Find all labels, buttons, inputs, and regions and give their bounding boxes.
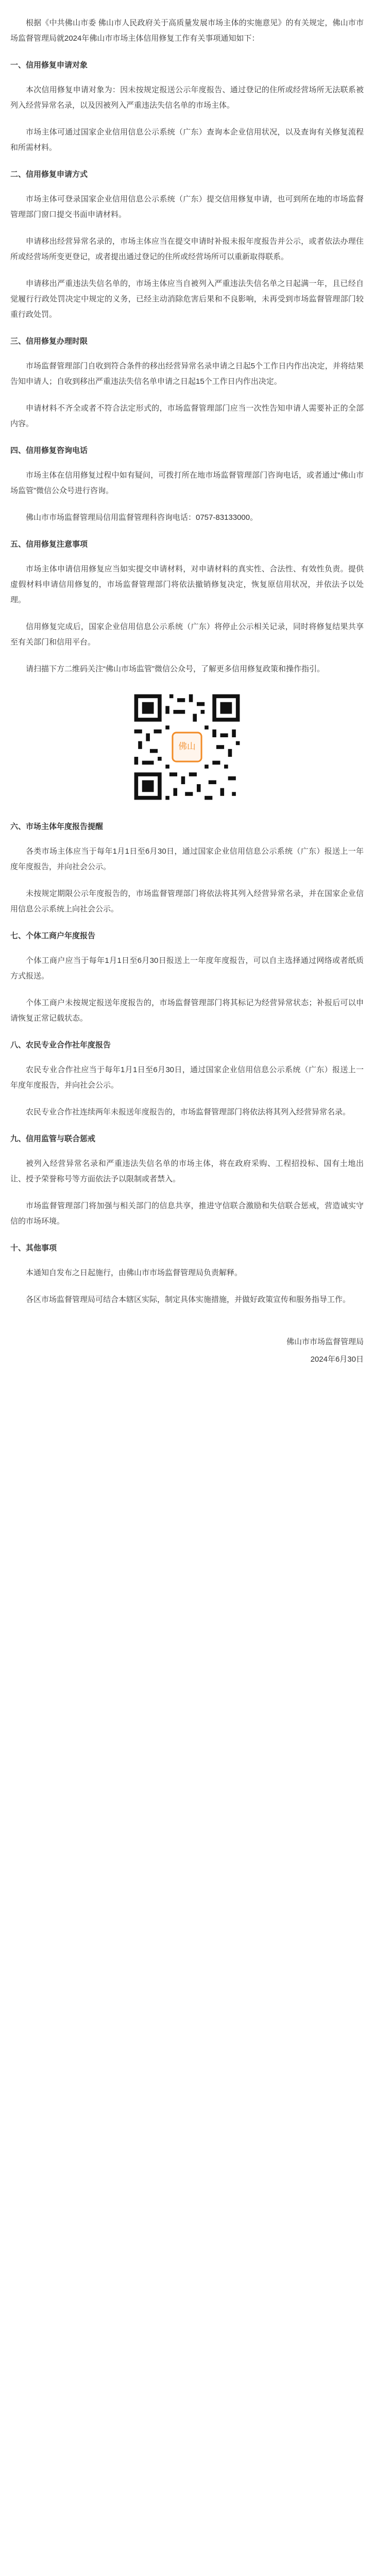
section-4-paragraph-2: 佛山市市场监督管理局信用监督管理科咨询电话：0757-83133000。 [26,513,258,522]
date: 2024年6月30日 [310,1355,364,1364]
signature-spacer [10,1319,364,1334]
section-1-paragraph-2: 市场主体可通过国家企业信用信息公示系统（广东）查询本企业信用状况，以及查询有关修复流程和所需材料。 [10,128,364,152]
section-5-paragraph-3: 请扫描下方二维码关注“佛山市场监管”微信公众号，了解更多信用修复政策和操作指引。 [26,665,325,673]
section-7-title: 七、个体工商户年度报告 [10,931,96,940]
section-1-title: 一、信用修复申请对象 [10,61,88,70]
qr-logo-text: 佛山 [178,741,196,751]
section-4-paragraph-1: 市场主体在信用修复过程中如有疑问，可拨打所在地市场监督管理部门咨询电话，或者通过“佛山市场监管”微信公众号进行咨询。 [10,471,364,495]
section-6-paragraph-1: 各类市场主体应当于每年1月1日至6月30日，通过国家企业信用信息公示系统（广东）报送上一年度年度报告，并向社会公示。 [10,847,364,871]
section-2-paragraph-2: 申请移出经营异常名录的，市场主体应当在提交申请时补报未报年度报告并公示，或者依法办理住所或经营场所变更登记，或者提出通过登记的住所或经营场所可以重新取得联系。 [10,237,364,261]
section-7-paragraph-1: 个体工商户应当于每年1月1日至6月30日报送上一年度年度报告，可以自主选择通过网络或者纸质方式报送。 [10,956,364,980]
section-9-paragraph-1: 被列入经营异常名录和严重违法失信名单的市场主体，将在政府采购、工程招投标、国有土地出让、授予荣誉称号等方面依法予以限制或者禁入。 [10,1159,364,1183]
section-1-paragraph-1: 本次信用修复申请对象为：因未按规定报送公示年度报告、通过登记的住所或经营场所无法联系被列入经营异常名录，以及因被列入严重违法失信名单的市场主体。 [10,86,364,110]
section-5-paragraph-2: 信用修复完成后，国家企业信用信息公示系统（广东）将停止公示相关记录，同时将修复结果共享至有关部门和信用平台。 [10,622,364,647]
section-7-paragraph-2: 个体工商户未按规定报送年度报告的，市场监督管理部门将其标记为经营异常状态；补报后可以申请恢复正常记载状态。 [10,998,364,1023]
section-9-title: 九、信用监管与联合惩戒 [10,1134,96,1143]
intro-paragraph: 根据《中共佛山市委 佛山市人民政府关于高质量发展市场主体的实施意见》的有关规定，佛山市市场监督管理局就2024年佛山市市场主体信用修复工作有关事项通知如下： [10,19,364,43]
section-6-paragraph-2: 未按规定期限公示年度报告的，市场监督管理部门将依法将其列入经营异常名录，并在国家企业信用信息公示系统上向社会公示。 [10,889,364,913]
section-2-paragraph-3: 申请移出严重违法失信名单的，市场主体应当自被列入严重违法失信名单之日起满一年，且已经自觉履行行政处罚决定中规定的义务，已经主动消除危害后果和不良影响，未再受到市场监督管理部门较重行政处罚。 [10,279,364,319]
section-9-paragraph-2: 市场监督管理部门将加强与相关部门的信息共享，推进守信联合激励和失信联合惩戒，营造诚实守信的市场环境。 [10,1201,364,1226]
section-3-paragraph-1: 市场监督管理部门自收到符合条件的移出经营异常名录申请之日起5个工作日内作出决定，并将结果告知申请人；自收到移出严重违法失信名单申请之日起15个工作日内作出决定。 [10,362,364,386]
section-4-title: 四、信用修复咨询电话 [10,446,88,455]
section-8-paragraph-2: 农民专业合作社连续两年未报送年度报告的，市场监督管理部门将依法将其列入经营异常名录。 [26,1108,351,1116]
qr-code-image[interactable] [130,690,244,804]
section-5-paragraph-1: 市场主体申请信用修复应当如实提交申请材料，对申请材料的真实性、合法性、有效性负责。提供虚假材料申请信用修复的，市场监督管理部门将依法撤销修复决定，恢复原信用状况，并依法予以处理。 [10,565,364,604]
section-2-title: 二、信用修复申请方式 [10,170,88,179]
qr-code-container [10,690,364,804]
section-3-paragraph-2: 申请材料不齐全或者不符合法定形式的，市场监督管理部门应当一次性告知申请人需要补正的全部内容。 [10,404,364,428]
section-6-title: 六、市场主体年度报告提醒 [10,822,104,831]
section-3-title: 三、信用修复办理时限 [10,337,88,346]
section-8-paragraph-1: 农民专业合作社应当于每年1月1日至6月30日，通过国家企业信用信息公示系统（广东）报送上一年度年度报告，并向社会公示。 [10,1065,364,1090]
section-10-paragraph-1: 本通知自发布之日起施行，由佛山市市场监督管理局负责解释。 [26,1268,243,1277]
section-8-title: 八、农民专业合作社年度报告 [10,1041,111,1049]
section-10-title: 十、其他事项 [10,1244,57,1252]
signature: 佛山市市场监督管理局 [286,1337,364,1346]
section-2-paragraph-1: 市场主体可登录国家企业信用信息公示系统（广东）提交信用修复申请，也可到所在地的市场监督管理部门窗口提交书面申请材料。 [10,195,364,219]
section-5-title: 五、信用修复注意事项 [10,540,88,549]
section-10-paragraph-2: 各区市场监督管理局可结合本辖区实际，制定具体实施措施，并做好政策宣传和服务指导工作。 [26,1295,351,1304]
